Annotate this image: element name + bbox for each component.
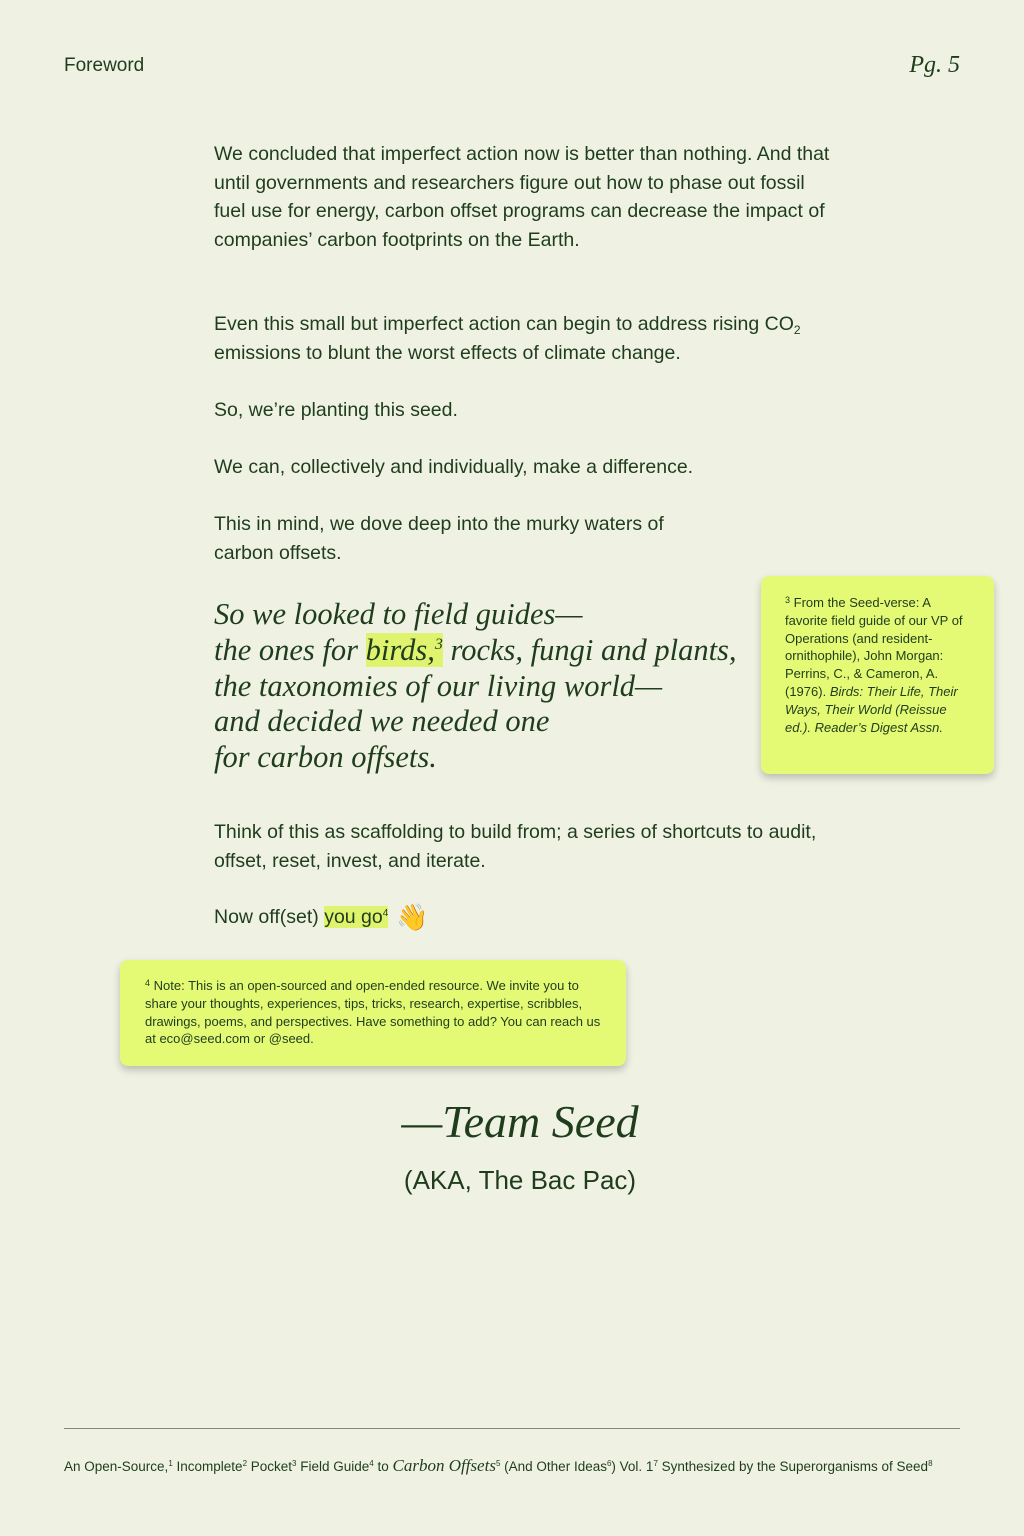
footer-pocket: Pocket — [247, 1459, 293, 1474]
footnote-3-text: From the Seed-verse: A favorite field guide of our VP of Operations (and resident-ornithophile), John Morgan: Perrins, C., & Cameron, A. (1976). — [785, 595, 963, 699]
footer-sup-5: 5 — [495, 1459, 501, 1468]
footer-series-title — [64, 1456, 933, 1476]
quote-line-2-end: rocks, fungi and plants, — [442, 632, 737, 667]
footer-open-source: An Open-Source, — [64, 1459, 169, 1474]
you-go-text: you go — [324, 906, 383, 928]
signature-aka: (AKA, The Bac Pac) — [403, 1165, 637, 1195]
footer-sup-7: 7 — [653, 1459, 658, 1468]
footer-sup-3: 3 — [292, 1459, 297, 1468]
birds-highlight — [366, 633, 443, 667]
footnote-card-4 — [120, 960, 626, 1066]
footer-synthesized: Synthesized by the Superorganisms of Seed — [657, 1459, 929, 1474]
footnote-ref-3[interactable]: 3 — [434, 635, 443, 653]
paragraph-co2-emissions — [214, 310, 834, 367]
quote-line-3: the taxonomies of our living world— — [214, 668, 663, 703]
footer-field-guide: Field Guide — [296, 1459, 370, 1474]
quote-line-2-start: the ones for — [214, 632, 366, 667]
footer-to: to — [373, 1459, 393, 1474]
page-number: Pg. 5 — [909, 52, 960, 78]
quote-line-5: for carbon offsets. — [214, 740, 437, 775]
footer-sup-8: 8 — [928, 1459, 933, 1468]
footer-sup-1: 1 — [168, 1459, 173, 1468]
quote-line-2 — [214, 633, 774, 669]
waving-hand-icon: 👋 — [396, 902, 429, 932]
footer-sup-4: 4 — [369, 1459, 374, 1468]
footnote-ref-4[interactable]: 4 — [382, 908, 389, 919]
paragraph-imperfect-action: We concluded that imperfect action now is better than nothing. And that until governments and researchers figure out how to phase out fossil fuel use for energy, carbon offset programs can decrease the impact of companies’ carbon footprints on the Earth. — [214, 143, 830, 251]
paragraph-make-difference: We can, collectively and individually, make a difference. — [214, 456, 694, 478]
footer-volume: ) Vol. 1 — [611, 1459, 654, 1474]
footnote-4-text: Note: This is an open-sourced and open-ended resource. We invite you to share your thoughts, experiences, tips, tricks, research, expertise, scribbles, drawings, poems, and perspectives. Have something to add? You can reach us at eco@seed.com or @seed. — [145, 978, 601, 1047]
footnote-3-citation: Birds: Their Life, Their Ways, Their World (Reissue ed.). Reader’s Digest Assn. — [785, 683, 958, 735]
footer-sup-6: 6 — [606, 1459, 612, 1468]
footer-carbon-offsets: Carbon Offsets — [392, 1456, 496, 1475]
paragraph-scaffolding: Think of this as scaffolding to build from; a series of shortcuts to audit, offset, reset, invest, and iterate. — [214, 821, 817, 872]
signature: —Team Seed — [401, 1096, 639, 1147]
paragraph-murky-waters: This in mind, we dove deep into the murky waters of carbon offsets. — [214, 513, 664, 564]
paragraph-planting-seed: So, we’re planting this seed. — [214, 399, 458, 421]
co2-subscript: 2 — [793, 323, 801, 337]
paragraph-off-you-go — [214, 903, 834, 932]
footer-other-ideas: (And Other Ideas — [500, 1459, 607, 1474]
you-go-highlight — [324, 906, 388, 928]
paragraph-co2-text-a: Even this small but imperfect action can begin to address rising CO — [214, 313, 794, 335]
footnote-4-number: 4 — [145, 978, 151, 988]
footer-divider — [64, 1428, 960, 1429]
quote-line-4: and decided we needed one — [214, 704, 550, 739]
off-set-text: Now off(set) — [214, 906, 325, 928]
footnote-card-3 — [761, 576, 994, 774]
birds-word: birds, — [365, 632, 435, 667]
footnote-3-number: 3 — [785, 595, 791, 605]
quote-line-1: So we looked to field guides— — [214, 597, 583, 631]
section-title: Foreword — [64, 55, 145, 76]
pull-quote — [214, 597, 774, 776]
paragraph-co2-text-b: emissions to blunt the worst effects of climate change. — [214, 341, 681, 364]
footer-incomplete: Incomplete — [172, 1459, 243, 1474]
footer-sup-2: 2 — [242, 1459, 248, 1468]
